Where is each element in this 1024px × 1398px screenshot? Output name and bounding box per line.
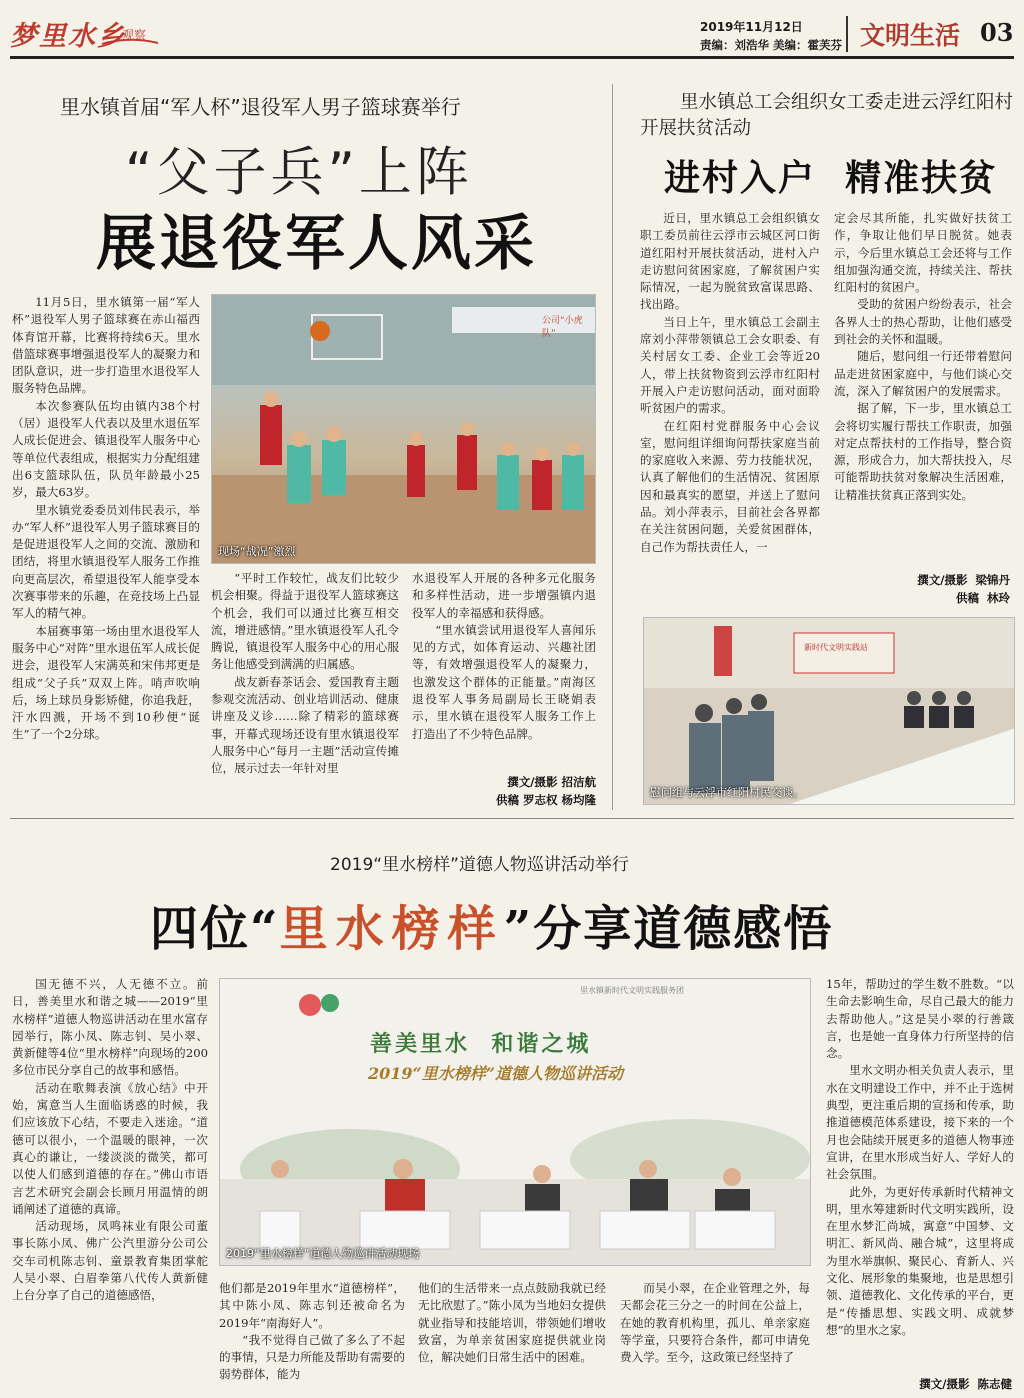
article2-kicker: 里水镇总工会组织女工委走进云浮红阳村开展扶贫活动 [640,92,1014,139]
article3-credit: 撰文/摄影 陈志健 [919,1377,1012,1391]
masthead-rule [10,56,1014,59]
article1-credit-source: 供稿 罗志权 杨均隆 [495,793,596,807]
paragraph: 里水镇党委委员刘伟民表示，举办“军人杯”退役军人男子篮球赛目的是促进退役军人之间的交流、激励和团结，将里水镇退役军人服务工作推向更高层次，希望退役军人能享受本次赛事带来的乐趣，在竞技场上凸显军人的精气神。 [12,502,200,621]
logo-swoosh-icon [100,38,160,48]
stage-scene-icon [220,979,811,1266]
article1-col1 [12,294,200,814]
masthead-logo: 梦里水乡 [10,21,126,52]
photo-caption: 2019“里水榜样”道德人物巡讲活动现场 [226,1247,420,1260]
article3-col5 [826,976,1014,1374]
paragraph: 战友新春茶话会、爱国教育主题参观交流活动、创业培训活动、健康讲座及义诊……除了精彩的篮球赛事，开幕式现场还设有里水镇退役军人服务中心“每月一主题”活动宣传摊位，展示过去一年针对里 [211,674,399,776]
basketball-scene-icon [212,295,596,564]
stage-line-1: 善美里水 和谐之城 [370,1031,592,1057]
article2-credit-source: 供稿 林玲 [955,591,1010,605]
paragraph: 定会尽其所能，扎实做好扶贫工作，争取让他们早日脱贫。她表示，今后里水镇总工会还将与工作组加强沟通交流，持续关注、帮扶红阳村的贫困户。 [834,211,1012,295]
article2-title: 进村入户 精准扶贫 [664,157,998,199]
masthead [0,0,1024,60]
article1-col2 [211,570,399,814]
stage-photo [219,978,811,1266]
paragraph: 当日上午，里水镇总工会副主席刘小萍带领镇总工会女职委、有关村居女工委、企业工会等近20人，带上扶贫物资到云浮市红阳村开展入户走访慰问活动，面对面聆听贫困户的需求。 [640,314,820,416]
section-divider [10,818,1014,819]
paragraph: “我不觉得自己做了多么了不起的事情，只是力所能及帮助有需要的弱势群体，能为 [219,1332,405,1382]
masthead-date: 2019年11月12日 [700,20,803,34]
stage-top-text: 里水镇新时代文明实践服务团 [580,986,684,995]
paragraph: 随后，慰问组一行还带着慰问品走进贫困家庭中，与他们谈心交流，深入了解贫困户的发展需求。 [834,349,1012,398]
paragraph: 活动在歌舞表演《放心结》中开始，寓意当人生面临诱惑的时候，我们应该放下心结，不要走入迷途。“道德可以很小，一个温暖的眼神，一次真心的谦让，一缕淡淡的微笑，都可以使人们感到道德的存在。”佛山市语言艺术研究会副会长顾月用温情的朗诵阐述了道德的真谛。 [12,1080,208,1216]
article2-col1 [640,210,820,610]
article3-col4 [620,1280,810,1392]
paragraph: 他们都是2019年里水“道德榜样”，其中陈小凤、陈志钊还被命名为2019年“南海好人”。 [219,1281,405,1330]
page-number: 03 [980,18,1014,47]
article3-col1 [12,976,208,1392]
paragraph: 他们的生活带来一点点鼓励我就已经无比欣慰了。”陈小凤为当地妇女提供就业指导和技能培训，带领她们增收致富，为单亲贫困家庭提供就业岗位，解决她们日常生活中的困难。 [418,1281,606,1365]
paragraph: 里水文明办相关负责人表示，里水在文明建设工作中，并不止于选树典型，更注重后期的宣扬和传承，助推道德模范体系建设，接下来的一个月也会陆续开展更多的道德人物事迹宣讲，在里水形成当好人、学好人的社会氛围。 [826,1063,1014,1182]
paragraph: 本届赛事第一场由里水退役军人服务中心“对阵”里水退伍军人成长促进会，退役军人宋满英和宋伟邦更是组成“父子兵”双双上阵。哨声吹响后，场上球员身影矫健，你追我赶，汗水四溅，开场不到10秒便“诞生”了一个2分球。 [12,623,200,742]
stage-line-2: 2019“里水榜样”道德人物巡讲活动 [368,1064,623,1083]
photo-caption: 现场“战况”激烈 [218,545,296,558]
paragraph: 在红阳村党群服务中心会议室，慰问组详细询问帮扶家庭当前的家庭收入来源、劳力技能状况，认真了解他们的生活情况、贫困原因和最真实的愿望，并送上了慰问品。刘小萍表示，目前社会各界都在关注贫困问题，关爱贫困群体，自己作为帮扶责任人，一 [640,418,820,554]
article3-col3 [418,1280,606,1392]
article2-credit-author: 撰文/摄影 梁锦丹 [917,573,1010,587]
paragraph: “平时工作较忙，战友们比较少机会相聚。得益于退役军人篮球赛这个机会，我们可以通过比赛互相交流，增进感情。”里水镇退役军人孔令腾说，镇退役军人服务中心的用心服务让他感受到满满的归属感。 [211,571,399,672]
paragraph: 此外，为更好传承新时代精神文明，里水筹建新时代文明实践所，设在里水梦汇尚城，寓意“中国梦、文明汇、新风尚、融合城”，这里将成为里水举旗帜、聚民心、育新人、兴文化、展形象的集聚地，也是思想引领、道德教化、文化传承的平台，更是“传播思想、实践文明、成就梦想”的里水之家。 [826,1184,1014,1337]
article3-kicker: 2019“里水榜样”道德人物巡讲活动举行 [330,855,629,875]
paragraph: 近日，里水镇总工会组织镇女职工委员前往云浮市云城区河口街道红阳村开展扶贫活动，进村入户走访慰问贫困家庭，了解贫困户实际情况，一起为脱贫致富谋思路、找出路。 [640,211,820,312]
article3-title [150,890,833,959]
article1-col3 [412,570,596,746]
paragraph: 活动现场，凤鸣袜业有限公司董事长陈小凤、佛广公汽里游分公司公交车司机陈志钊、童景教育集团掌舵人吴小翠、白眉拳第八代传人黄新健上台分享了自己的道德感悟， [12,1219,208,1303]
title-part: 四位“ [150,901,280,957]
masthead-divider [846,16,848,52]
column-divider [612,84,613,810]
paragraph: 据了解，下一步，里水镇总工会将切实履行帮扶工作职责，加强对定点帮扶村的工作指导，整合资源，形成合力，加大帮扶投入，尽可能帮助扶贫对象解决生活困难，让精准扶贫真正落到实处。 [834,401,1012,502]
paragraph: 国无德不兴，人无德不立。前日，善美里水和谐之城——2019“里水榜样”道德人物巡讲活动在里水富存园举行，陈小凤、陈志钊、吴小翠、黄新健等4位“里水榜样”向现场的200多位市民分享自己的故事和感悟。 [12,977,208,1078]
paragraph: “里水镇尝试用退役军人喜闻乐见的方式，如体育运动、兴趣社团等，有效增强退役军人的凝聚力，也激发这个群体的正能量。”南海区退役军人事务局副局长王晓娟表示，里水镇在退役军人服务工作上打造出了不少特色品牌。 [412,622,596,741]
photo-sign: 新时代文明实践站 [804,643,868,652]
paragraph: 15年，帮助过的学生数不胜数。“以生命去影响生命，尽自己最大的能力去帮助他人。”这是吴小翠的行善箴言，也是她一直身体力行所坚持的信念。 [826,977,1014,1061]
section-name: 文明生活 [860,21,961,50]
paragraph: 水退役军人开展的各种多元化服务和多样性活动，进一步增强镇内退役军人的幸福感和获得感。 [412,571,596,620]
photo-banner: 公司“小虎队” [542,316,583,339]
article2-col2 [834,210,1012,570]
article1-title-2: 展退役军人风采 [96,209,537,279]
article3-col2 [219,1280,405,1392]
photo-caption: 慰问组与云浮市红阳村民交谈。 [650,786,804,799]
article1-kicker: 里水镇首届“军人杯”退役军人男子篮球赛举行 [60,95,461,119]
paragraph: 11月5日，里水镇第一届“军人杯”退役军人男子篮球赛在赤山福西体育馆开幕，比赛将持续6天。里水借篮球赛事增强退役军人的凝聚力和团队意识，进一步打造里水退役军人服务特色品牌。 [12,295,200,396]
paragraph: 而吴小翠，在企业管理之外，每天都会花三分之一的时间在公益上，在她的教育机构里，孤儿、单亲家庭等学童，只要符合条件，都可申请免费入学。至今，这政策已经坚持了 [620,1281,810,1365]
article1-credit-author: 撰文/摄影 招洁航 [507,775,596,789]
title-part: ”分享道德感悟 [503,901,834,957]
title-highlight: 里水榜样 [279,901,504,957]
masthead-logo-sub: 观察 [122,28,147,42]
meeting-photo [643,617,1015,805]
paragraph: 受助的贫困户纷纷表示，社会各界人士的热心帮助，让他们感受到社会的关怀和温暖。 [834,297,1012,347]
basketball-photo [211,294,596,564]
paragraph: 本次参赛队伍均由镇内38个村（居）退役军人代表以及里水退伍军人成长促进会、镇退役军人服务中心等单位代表组成，根据实力分配组建出6支篮球队伍，队员年龄最小25岁，最大63岁。 [12,398,200,500]
masthead-editors: 责编：刘浩华 美编：霍芙芬 [700,38,843,52]
article1-title-1: “父子兵”上阵 [125,142,473,203]
